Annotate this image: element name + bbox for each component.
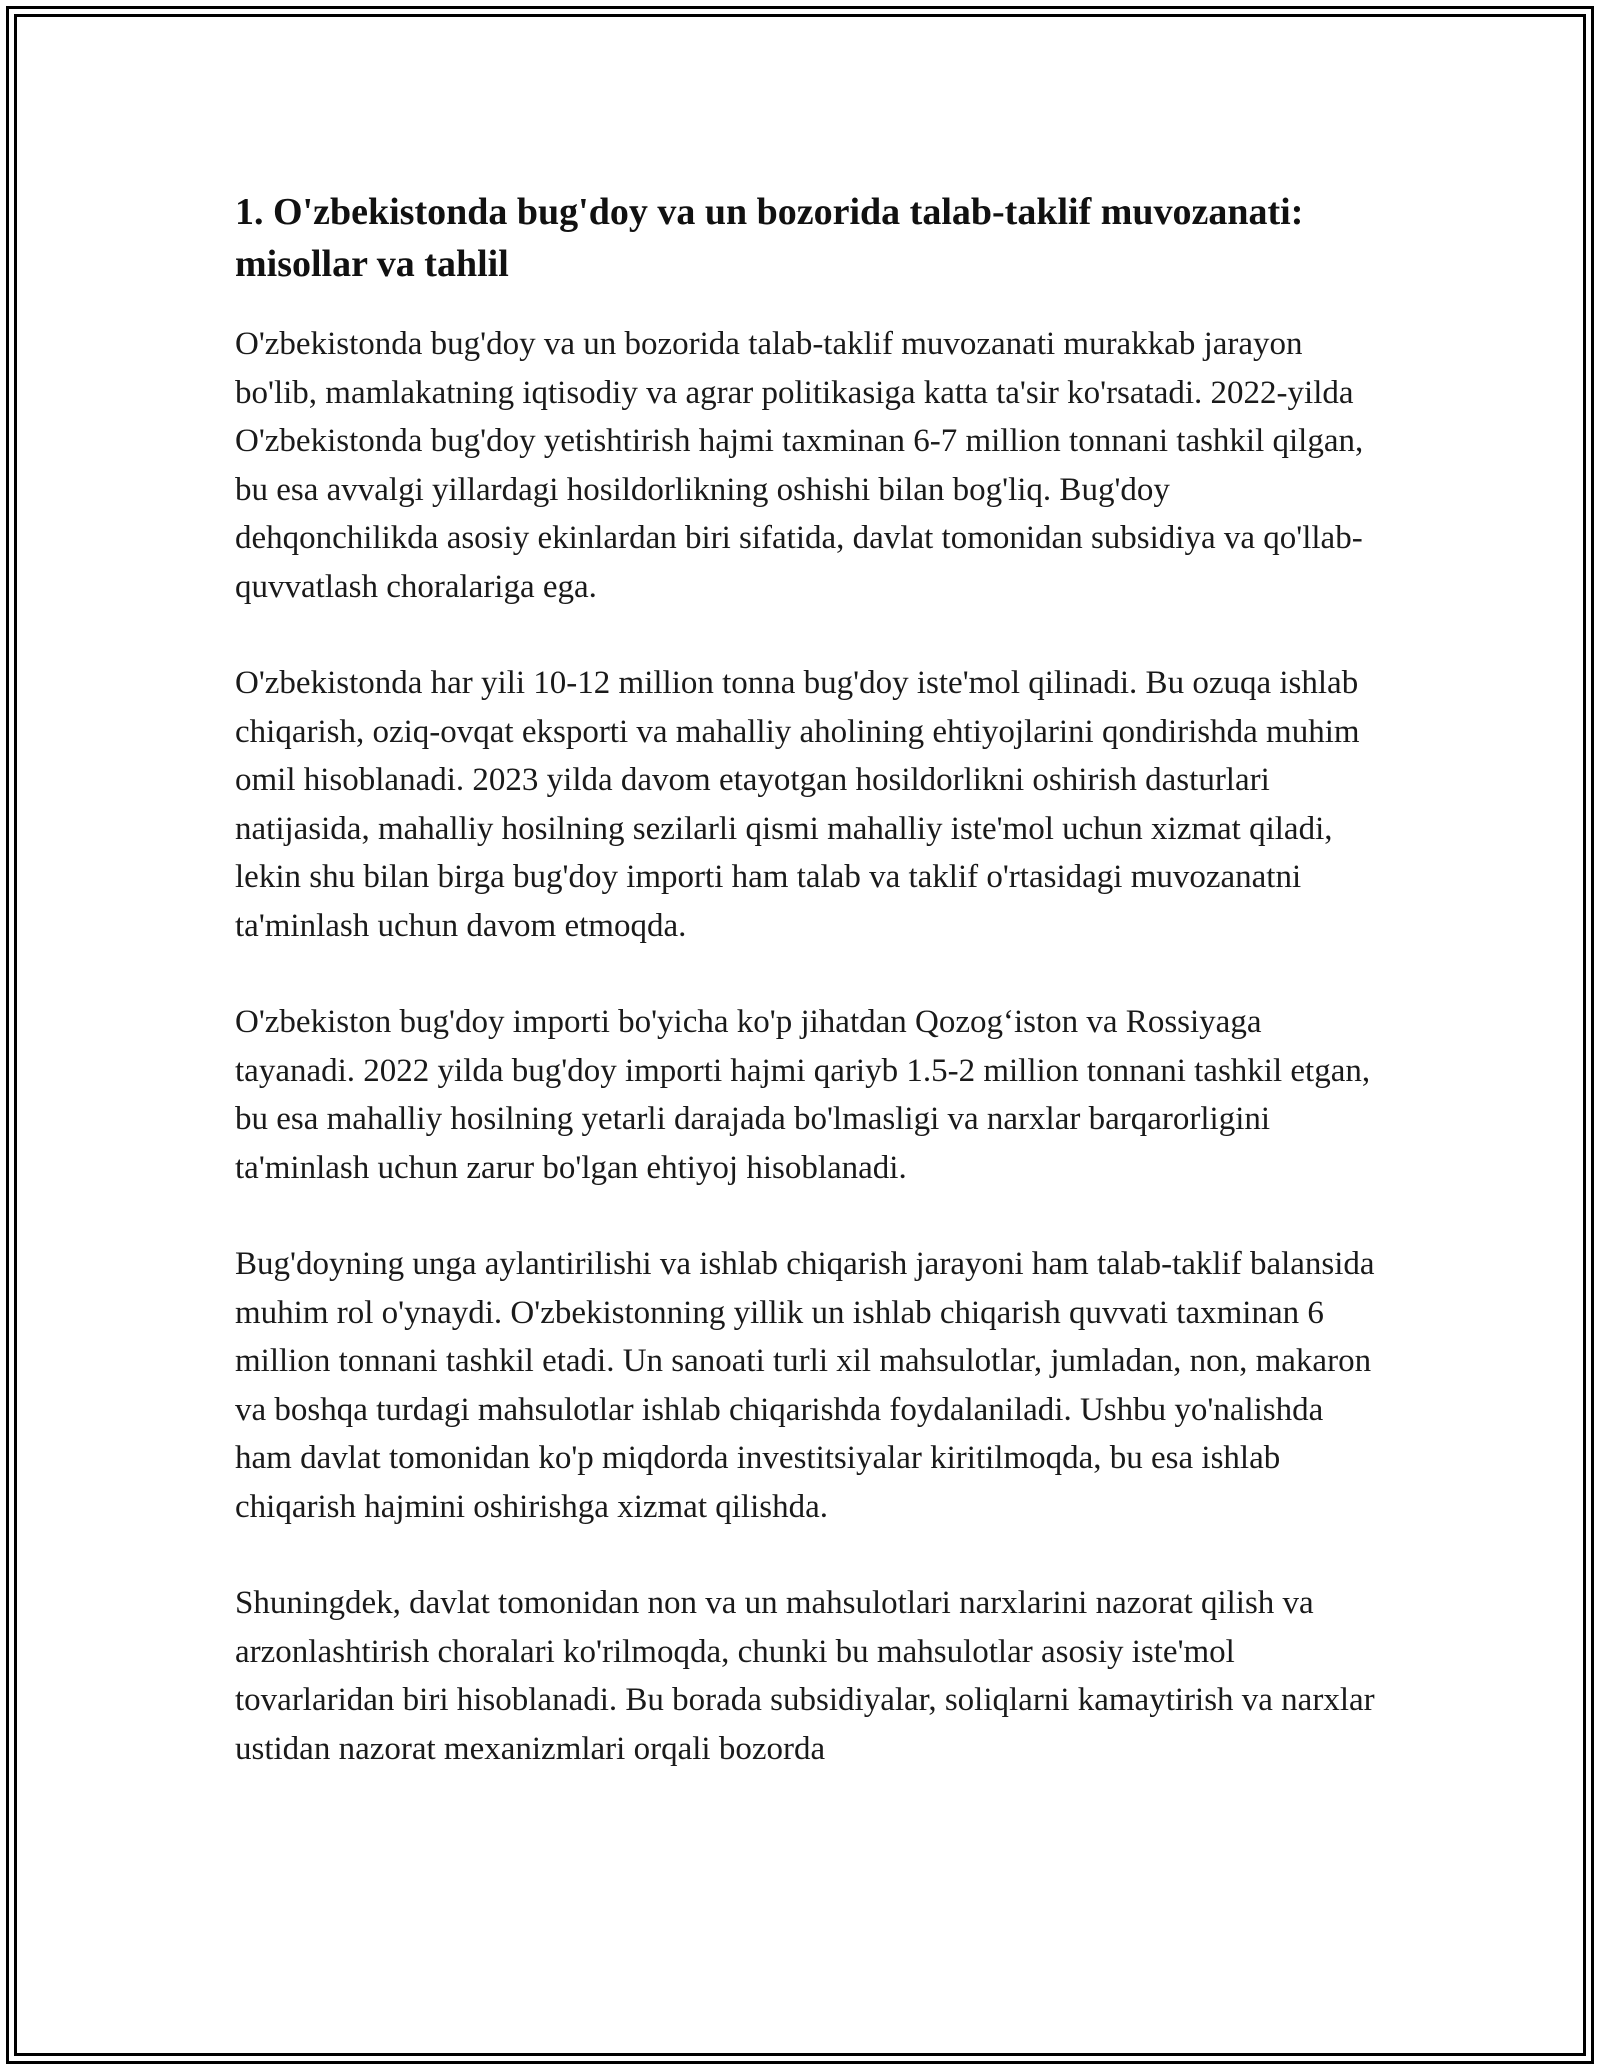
- paragraph-5: Shuningdek, davlat tomonidan non va un mahsulotlari narxlarini nazorat qilish va arzonlashtirish choralari ko'rilmoqda, chunki bu mahsulotlar asosiy iste'mol tovarlaridan biri hisoblanadi. Bu borada subsidiyalar, soliqlarni kamaytirish va narxlar ustidan nazorat mexanizmlari orqali bozorda: [235, 1585, 1375, 1767]
- paragraph-3: O'zbekiston bug'doy importi bo'yicha ko'p jihatdan Qozog‘iston va Rossiyaga tayanadi. 2022 yilda bug'doy importi hajmi qariyb 1.5-2 million tonnani tashkil etgan, bu esa mahalliy hosilning yetarli darajada bo'lmasligi va narxlar barqarorligini ta'minlash uchun zarur bo'lgan ehtiyoj hisoblanadi.: [235, 1004, 1371, 1186]
- paragraph-1: O'zbekistonda bug'doy va un bozorida talab-taklif muvozanati murakkab jarayon bo'lib, mamlakatning iqtisodiy va agrar politikasiga katta ta'sir ko'rsatadi. 2022-yilda O'zbekistonda bug'doy yetishtirish hajmi taxminan 6-7 million tonnani tashkil qilgan, bu esa avvalgi yillardagi hosildorlikning oshishi bilan bog'liq. Bug'doy dehqonchilikda asosiy ekinlardan biri sifatida, davlat tomonidan subsidiya va qo'llab-quvvatlash choralariga ega.: [235, 326, 1364, 605]
- section-title: 1. O'zbekistonda bug'doy va un bozorida talab-taklif muvozanati: misollar va tahlil: [235, 191, 1304, 285]
- paragraph-4: Bug'doyning unga aylantirilishi va ishlab chiqarish jarayoni ham talab-taklif balansida muhim rol o'ynaydi. O'zbekistonning yillik un ishlab chiqarish quvvati taxminan 6 million tonnani tashkil etadi. Un sanoati turli xil mahsulotlar, jumladan, non, makaron va boshqa turdagi mahsulotlar ishlab chiqarishda foydalaniladi. Ushbu yo'nalishda ham davlat tomonidan ko'p miqdorda investitsiyalar kiritilmoqda, bu esa ishlab chiqarish hajmini oshirishga xizmat qilishda.: [235, 1246, 1375, 1525]
- paragraph-2: O'zbekistonda har yili 10-12 million tonna bug'doy iste'mol qilinadi. Bu ozuqa ishlab chiqarish, oziq-ovqat eksporti va mahalliy aholining ehtiyojlarini qondirishda muhim omil hisoblanadi. 2023 yilda davom etayotgan hosildorlikni oshirish dasturlari natijasida, mahalliy hosilning sezilarli qismi mahalliy iste'mol uchun xizmat qiladi, lekin shu bilan birga bug'doy importi ham talab va taklif o'rtasidagi muvozanatni ta'minlash uchun davom etmoqda.: [235, 665, 1360, 944]
- document-body: [235, 186, 1375, 1773]
